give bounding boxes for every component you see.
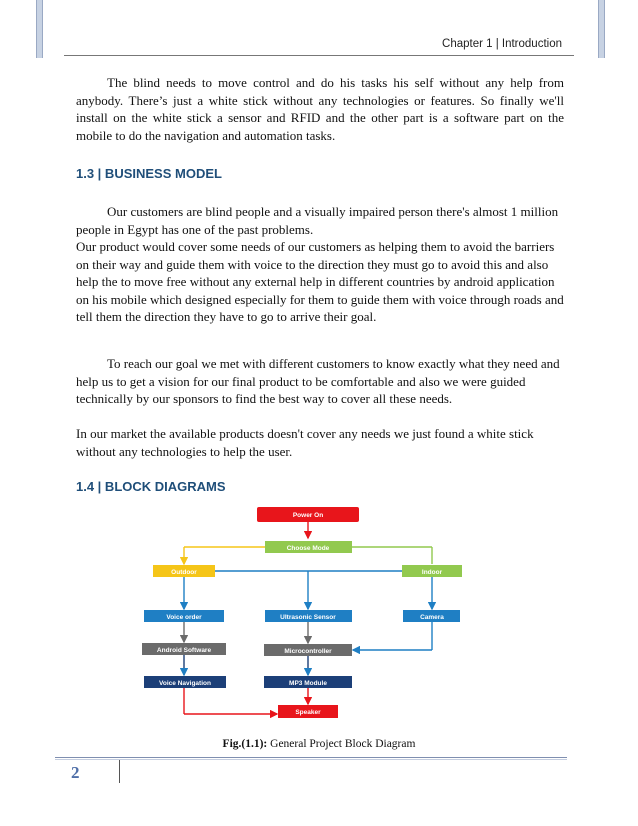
business-paragraph-4: In our market the available products doesn't cover any needs we just found a white stick without any technologies to help the user. (76, 426, 534, 459)
voice-order-box (144, 610, 224, 622)
android-software-box (142, 643, 226, 655)
footer-rule (55, 757, 567, 758)
power-on-box (257, 507, 359, 522)
svg-text:Voice Navigation: Voice Navigation (159, 680, 211, 687)
figure-caption-text: General Project Block Diagram (270, 738, 416, 750)
chapter-header: Chapter 1 | Introduction (442, 38, 562, 50)
speaker-box (278, 705, 338, 718)
svg-text:Camera: Camera (420, 614, 444, 621)
microcontroller-box (264, 644, 352, 656)
figure-caption-label: Fig.(1.1): (222, 738, 268, 750)
business-paragraph-2: Our product would cover some needs of our customers as helping them to avoid the barriers on their way and guide them with voice to the direction they must go to avoid this and also help the to move free without any external help in different countries by android application on his mobile which designed especially for them to guide them with voice through roads and tell them the direction they have to go to arrive their goal. (76, 239, 564, 325)
mp3-module-box (264, 676, 352, 688)
ultrasonic-sensor-box (265, 610, 352, 622)
figure-caption (0, 738, 638, 750)
svg-text:Speaker: Speaker (295, 709, 321, 716)
footer-separator (119, 760, 120, 783)
page-number: 2 (71, 763, 80, 782)
svg-text:Voice order: Voice order (166, 614, 202, 621)
section-heading-block-diagrams: 1.4 | BLOCK DIAGRAMS (76, 479, 226, 494)
svg-text:Android Software: Android Software (156, 647, 212, 654)
svg-text:MP3 Module: MP3 Module (289, 680, 327, 687)
choose-mode-box (265, 541, 352, 553)
outdoor-box (153, 565, 215, 577)
indoor-box (402, 565, 462, 577)
section-heading-business-model: 1.3 | BUSINESS MODEL (76, 166, 222, 181)
voice-navigation-box (144, 676, 226, 688)
svg-text:Choose Mode: Choose Mode (286, 545, 330, 552)
camera-box (403, 610, 460, 622)
svg-text:Ultrasonic Sensor: Ultrasonic Sensor (280, 614, 336, 621)
footer-rule-shadow (55, 759, 567, 760)
svg-text:Microcontroller: Microcontroller (284, 648, 332, 655)
svg-text:Outdoor: Outdoor (171, 569, 197, 576)
intro-paragraph: The blind needs to move control and do his tasks his self without any help from anybody. There’s just a white stick without any technologies or features. So finally we'll install on the white stick a sensor and RFID and the other part is a software part on the mobile to do the navigation and automation tasks. (76, 75, 564, 143)
business-paragraph-3: To reach our goal we met with different customers to know exactly what they need and help us to get a vision for our final product to be comfortable and also we were guided technically by our sponsors to find the best way to cover all these needs. (76, 356, 560, 407)
business-paragraph-1: Our customers are blind people and a visually impaired person there's almost 1 million people in Egypt has one of the past problems. (76, 204, 559, 237)
svg-text:Power On: Power On (292, 512, 324, 519)
svg-text:Indoor: Indoor (421, 569, 443, 576)
